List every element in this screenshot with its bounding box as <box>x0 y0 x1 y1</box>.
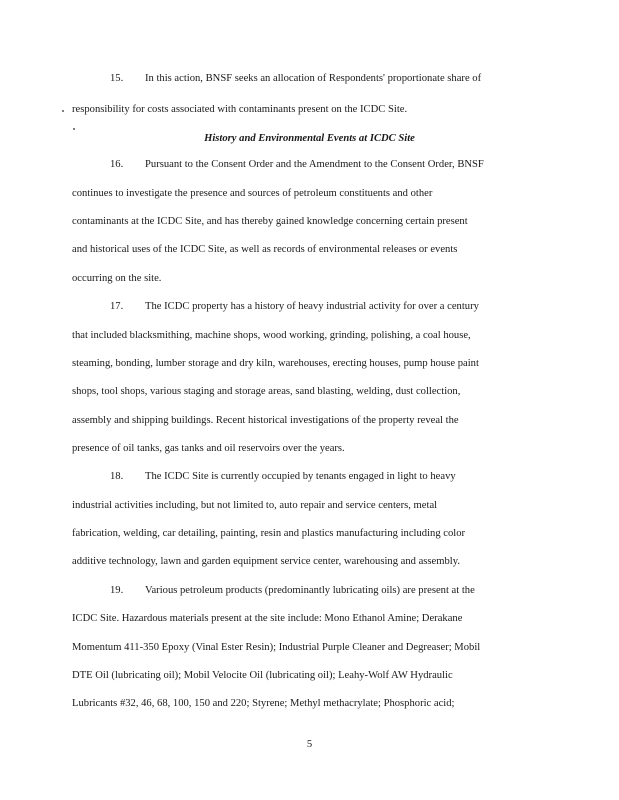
paragraph-number: 16. <box>110 159 124 170</box>
paragraph-line: DTE Oil (lubricating oil); Mobil Velocite Oil (lubricating oil); Leahy-Wolf AW Hydraulic <box>72 670 453 681</box>
paragraph-line: industrial activities including, but not limited to, auto repair and service centers, metal <box>72 500 438 511</box>
paragraph-line: assembly and shipping buildings. Recent historical investigations of the property reveal the <box>72 415 459 426</box>
section-heading: History and Environmental Events at ICDC Site <box>204 133 415 144</box>
page-number: 5 <box>306 739 313 750</box>
paragraph-line: contaminants at the ICDC Site, and has thereby gained knowledge concerning certain present <box>72 216 468 227</box>
paragraph-line: The ICDC Site is currently occupied by tenants engaged in light to heavy <box>145 471 456 482</box>
paragraph-line: and historical uses of the ICDC Site, as well as records of environmental releases or events <box>72 244 458 255</box>
paragraph-line: The ICDC property has a history of heavy industrial activity for over a century <box>145 301 479 312</box>
paragraph-line: ICDC Site. Hazardous materials present at the site include: Mono Ethanol Amine; Derakane <box>72 613 463 624</box>
paragraph-number: 15. <box>110 73 124 84</box>
paragraph-line: Pursuant to the Consent Order and the Amendment to the Consent Order, BNSF <box>145 159 484 170</box>
paragraph-line: Lubricants #32, 46, 68, 100, 150 and 220; Styrene; Methyl methacrylate; Phosphoric acid; <box>72 698 455 709</box>
scan-speck <box>73 128 75 130</box>
paragraph-line: In this action, BNSF seeks an allocation of Respondents' proportionate share of <box>145 73 482 84</box>
paragraph-line: occurring on the site. <box>72 273 162 284</box>
paragraph-number: 18. <box>110 471 124 482</box>
paragraph-number: 19. <box>110 585 124 596</box>
paragraph-line: additive technology, lawn and garden equipment service center, warehousing and assembly. <box>72 556 460 567</box>
scan-speck <box>62 110 64 112</box>
paragraph-line: steaming, bonding, lumber storage and dry kiln, warehouses, erecting houses, pump house paint <box>72 358 479 369</box>
paragraph-line: continues to investigate the presence and sources of petroleum constituents and other <box>72 188 433 199</box>
paragraph-line: that included blacksmithing, machine shops, wood working, grinding, polishing, a coal house, <box>72 330 471 341</box>
paragraph-number: 17. <box>110 301 124 312</box>
paragraph-line: fabrication, welding, car detailing, painting, resin and plastics manufacturing including color <box>72 528 466 539</box>
paragraph-line: Momentum 411-350 Epoxy (Vinal Ester Resin); Industrial Purple Cleaner and Degreaser; Mobil <box>72 642 481 653</box>
paragraph-line: responsibility for costs associated with contaminants present on the ICDC Site. <box>72 104 408 115</box>
paragraph-line: presence of oil tanks, gas tanks and oil reservoirs over the years. <box>72 443 345 454</box>
paragraph-line: shops, tool shops, various staging and storage areas, sand blasting, welding, dust collection, <box>72 386 461 397</box>
paragraph-line: Various petroleum products (predominantly lubricating oils) are present at the <box>145 585 475 596</box>
